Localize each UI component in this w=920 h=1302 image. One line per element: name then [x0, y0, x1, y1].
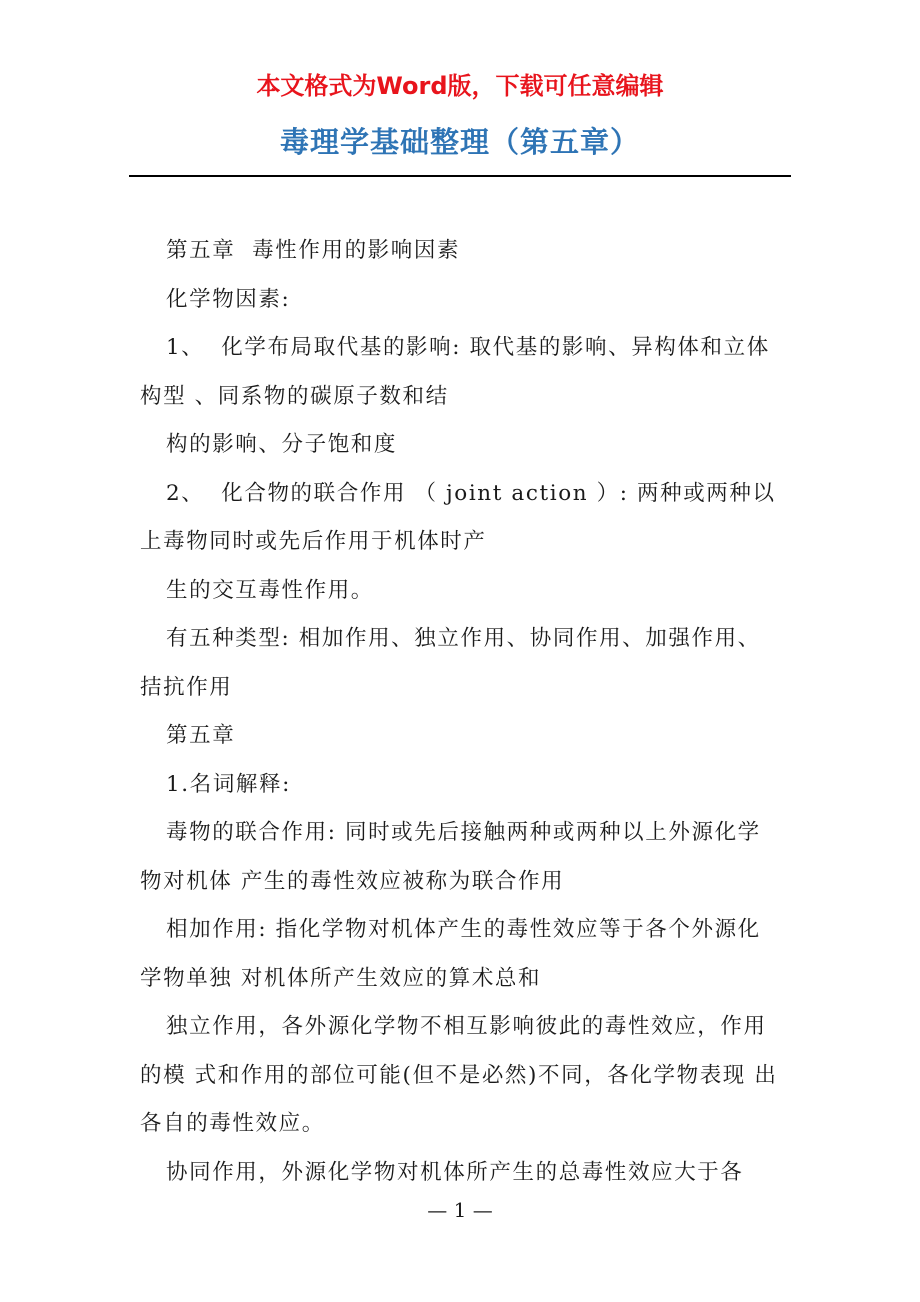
paragraph: 独立作用，各外源化学物不相互影响彼此的毒性效应，作用的模 式和作用的部位可能(但不是必然)不同，各化学物表现 出各自的毒性效应。 [140, 1014, 778, 1136]
document-title: 毒理学基础整理（第五章） [279, 125, 640, 159]
page-number: — 1 — [427, 1198, 493, 1222]
paragraph: 2、 化合物的联合作用 （ joint action ）: 两种或两种以上毒物同时或先后作用于机体时产 [140, 480, 776, 554]
paragraph: 有五种类型: 相加作用、独立作用、协同作用、加强作用、拮抗作用 [140, 626, 761, 700]
paragraph: 协同作用，外源化学物对机体所产生的总毒性效应大于各 [166, 1159, 744, 1185]
document-body [140, 227, 782, 1197]
paragraph: 1、 化学布局取代基的影响: 取代基的影响、异构体和立体构型 、同系物的碳原子数和结 [140, 335, 770, 409]
format-notice: 本文格式为Word版，下载可任意编辑 [256, 72, 664, 100]
paragraph: 化学物因素: [166, 286, 291, 312]
paragraph: 毒物的联合作用: 同时或先后接触两种或两种以上外源化学物对机体 产生的毒性效应被称为联合作用 [140, 820, 761, 894]
paragraph: 构的影响、分子饱和度 [166, 432, 398, 457]
paragraph: 相加作用: 指化学物对机体产生的毒性效应等于各个外源化学物单独 对机体所产生效应的算术总和 [140, 917, 761, 991]
paragraph: 1.名词解释: [166, 771, 291, 797]
section-heading: 第五章 [166, 723, 236, 748]
paragraph: 生的交互毒性作用。 [166, 577, 374, 603]
chapter-heading: 第五章 毒性作用的影响因素 [166, 238, 461, 263]
title-divider [129, 175, 791, 177]
